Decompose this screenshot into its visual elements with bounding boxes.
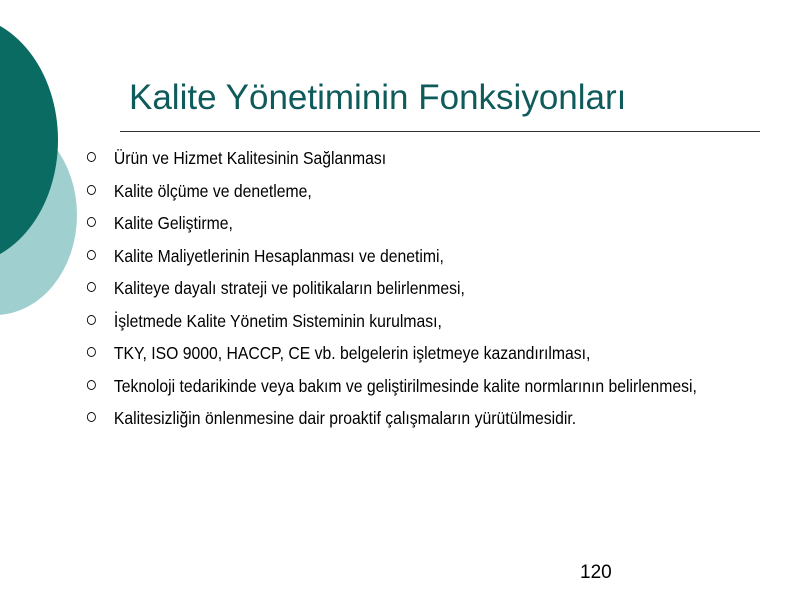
bullet-text: Kalite Geliştirme,: [113, 213, 233, 233]
bullet-item: [86, 212, 780, 235]
bullet-item: [86, 277, 780, 300]
bullet-text: Ürün ve Hizmet Kalitesinin Sağlanması: [113, 148, 387, 168]
bullet-list: [86, 147, 754, 440]
bullet-item: [86, 407, 780, 430]
bullet-text: İşletmede Kalite Yönetim Sisteminin kurulması,: [113, 310, 442, 331]
hollow-circle-bullet-icon: [87, 347, 96, 357]
hollow-circle-bullet-icon: [87, 217, 96, 227]
bullet-item: [86, 245, 780, 268]
bullet-text: Kalite ölçüme ve denetleme,: [113, 180, 312, 201]
bullet-text: Teknoloji tedarikinde veya bakım ve geliştirilmesinde kalite normlarının belirlenmesi,: [113, 375, 697, 396]
title-divider: [120, 131, 760, 132]
hollow-circle-bullet-icon: [87, 380, 96, 390]
hollow-circle-bullet-icon: [87, 250, 96, 260]
hollow-circle-bullet-icon: [87, 315, 96, 325]
hollow-circle-bullet-icon: [87, 152, 96, 162]
bullet-item: [86, 342, 780, 365]
bullet-text: Kalite Maliyetlerinin Hesaplanması ve denetimi,: [113, 245, 444, 266]
bullet-item: [86, 310, 780, 333]
bullet-item: [86, 147, 780, 170]
page-number: 120: [580, 562, 612, 583]
hollow-circle-bullet-icon: [87, 185, 96, 195]
slide-title: Kalite Yönetiminin Fonksiyonları: [129, 78, 627, 117]
bullet-item: [86, 375, 780, 398]
bullet-item: [86, 180, 780, 203]
bullet-text: Kalitesizliğin önlenmesine dair proaktif çalışmaların yürütülmesidir.: [113, 408, 577, 428]
hollow-circle-bullet-icon: [87, 282, 96, 292]
bullet-text: TKY, ISO 9000, HACCP, CE vb. belgelerin işletmeye kazandırılması,: [113, 343, 591, 363]
hollow-circle-bullet-icon: [87, 412, 96, 422]
bullet-text: Kaliteye dayalı strateji ve politikaların belirlenmesi,: [113, 278, 465, 298]
